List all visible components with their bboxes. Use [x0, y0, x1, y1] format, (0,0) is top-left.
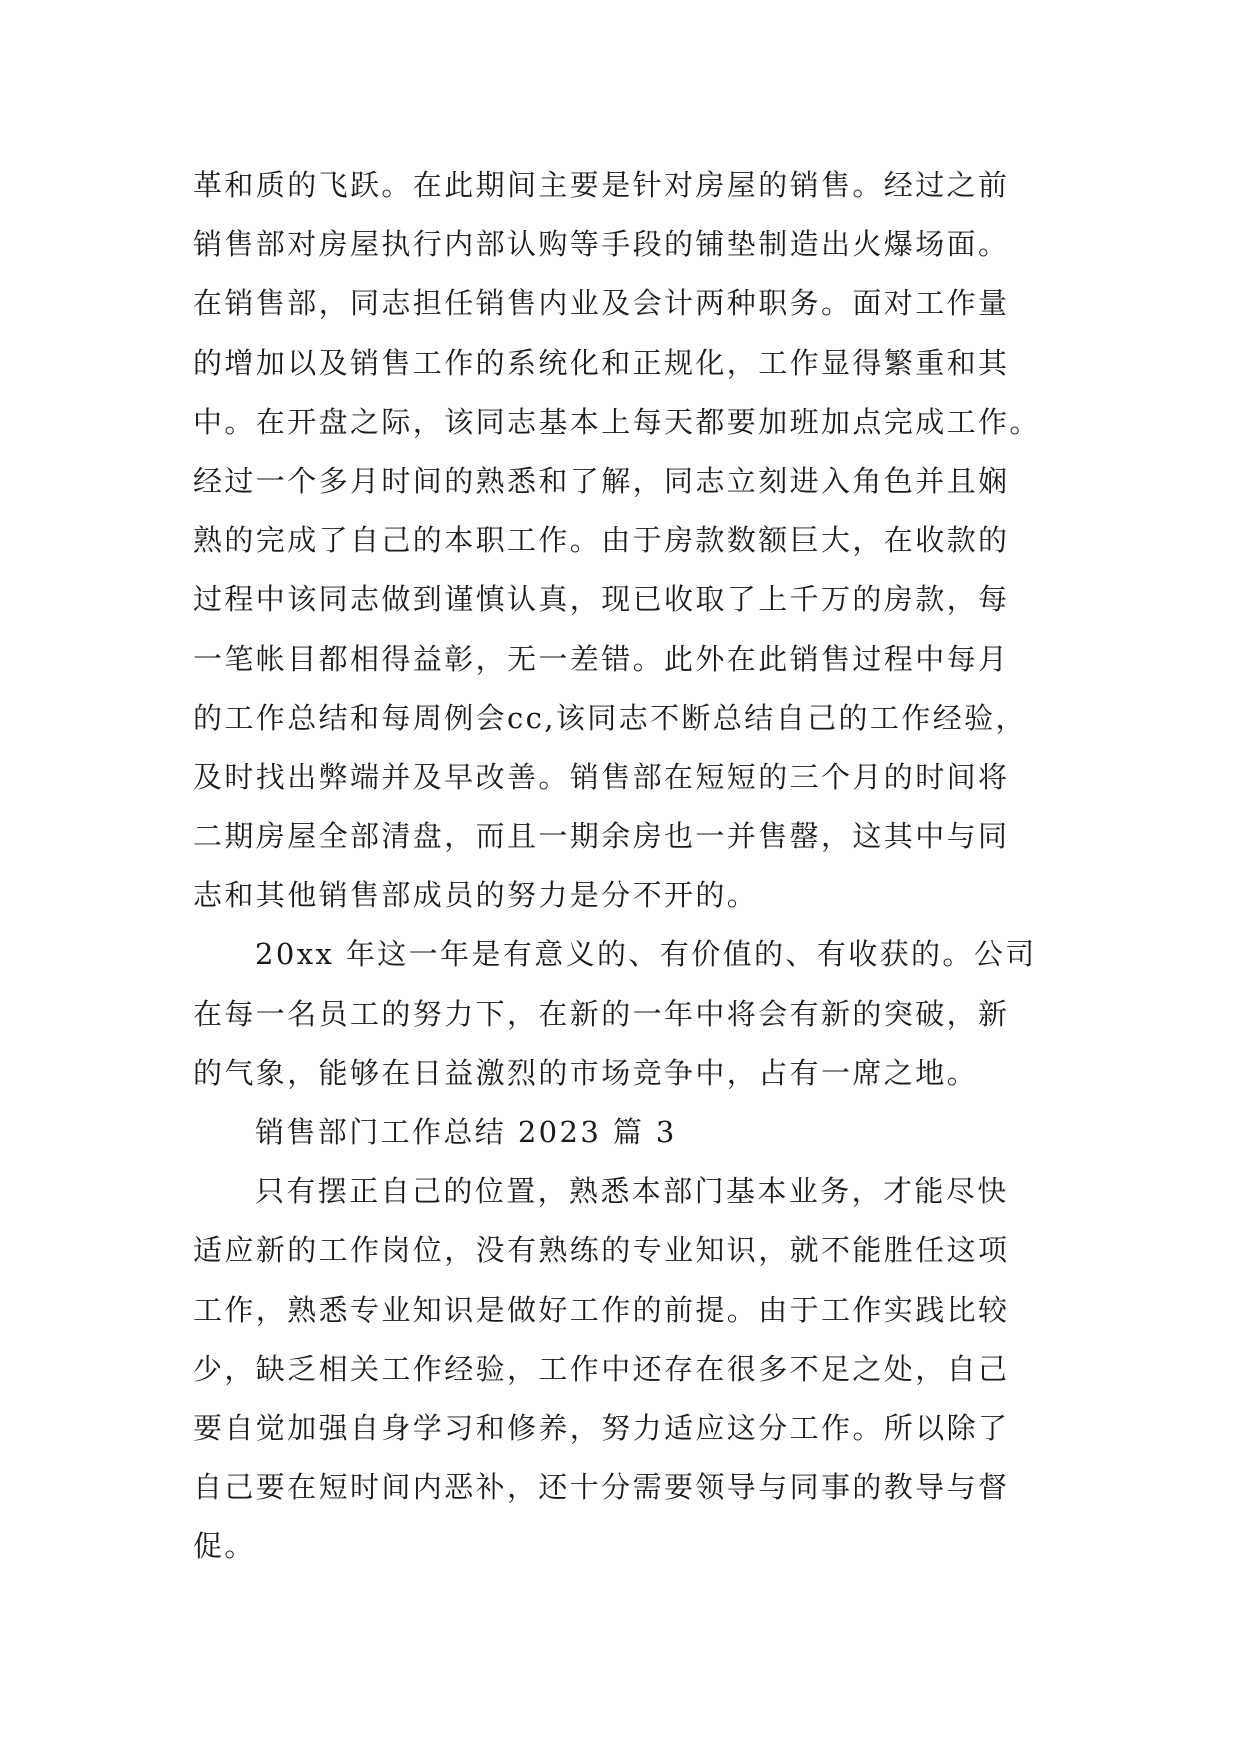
text-line: 在每一名员工的努力下，在新的一年中将会有新的突破，新	[193, 996, 1010, 1031]
text-line: 在销售部，同志担任销售内业及会计两种职务。面对工作量	[193, 286, 1010, 321]
text-line: 要自觉加强自身学习和修养，努力适应这分工作。所以除了	[193, 1410, 1010, 1445]
text-line: 熟的完成了自己的本职工作。由于房款数额巨大，在收款的	[193, 523, 1010, 558]
text-line: 少，缺乏相关工作经验，工作中还存在很多不足之处，自己	[193, 1351, 1010, 1386]
text-line: 的气象，能够在日益激烈的市场竞争中，占有一席之地。	[193, 1055, 979, 1090]
text-line: 只有摆正自己的位置，熟悉本部门基本业务，才能尽快	[255, 1174, 1009, 1209]
text-line: 自己要在短时间内恶补，还十分需要领导与同事的教导与督	[193, 1470, 1010, 1505]
text-line: 二期房屋全部清盘，而且一期余房也一并售罄，这其中与同	[193, 819, 1010, 854]
text-line: 促。	[193, 1529, 256, 1564]
text-line: 志和其他销售部成员的努力是分不开的。	[193, 878, 759, 913]
text-line: 革和质的飞跃。在此期间主要是针对房屋的销售。经过之前	[193, 168, 1010, 202]
text-line: 工作，熟悉专业知识是做好工作的前提。由于工作实践比较	[193, 1292, 1010, 1327]
text-line: 的增加以及销售工作的系统化和正规化，工作显得繁重和其	[193, 345, 1010, 380]
text-line: 经过一个多月时间的熟悉和了解，同志立刻进入角色并且娴	[193, 463, 1010, 498]
text-line: 的工作总结和每周例会cc,该同志不断总结自己的工作经验，	[193, 700, 1027, 735]
text-line: 20xx 年这一年是有意义的、有价值的、有收获的。公司	[255, 937, 1037, 972]
text-line: 一笔帐目都相得益彰，无一差错。此外在此销售过程中每月	[193, 641, 1010, 676]
text-line: 过程中该同志做到谨慎认真，现已收取了上千万的房款，每	[193, 582, 1010, 617]
paragraph-2	[193, 925, 1053, 1103]
text-line: 销售部对房屋执行内部认购等手段的铺垫制造出火爆场面。	[193, 227, 1010, 262]
paragraph-1	[193, 156, 1053, 925]
text-line: 适应新的工作岗位，没有熟练的专业知识，就不能胜任这项	[193, 1233, 1010, 1268]
paragraph-3	[193, 1162, 1053, 1576]
text-line: 中。在开盘之际，该同志基本上每天都要加班加点完成工作。	[193, 404, 1041, 439]
text-line: 及时找出弊端并及早改善。销售部在短短的三个月的时间将	[193, 759, 1010, 794]
section-heading: 销售部门工作总结 2023 篇 3	[255, 1115, 677, 1149]
document-body	[193, 156, 1053, 1577]
